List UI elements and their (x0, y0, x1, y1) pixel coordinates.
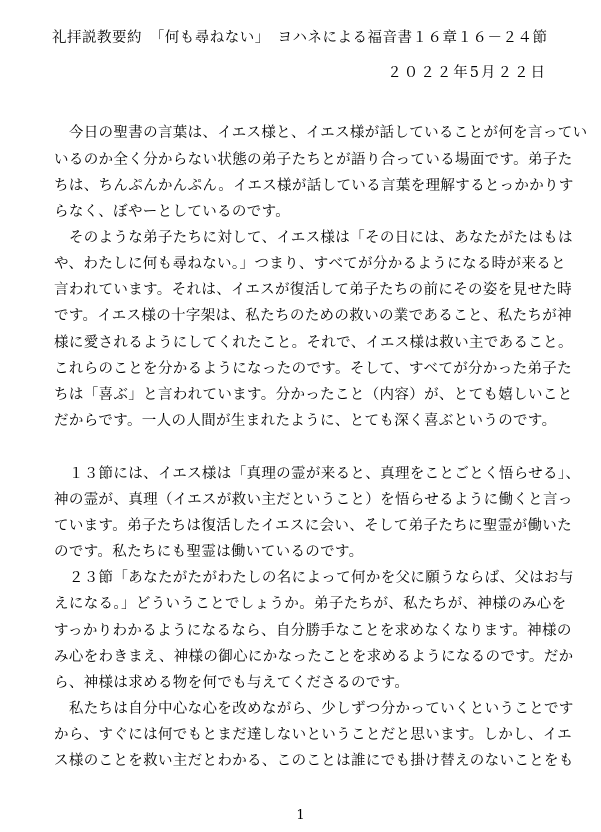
body-line: ちは「喜ぶ」と言われています。分かったこと（内容）が、とても嬉しいこと (54, 387, 573, 403)
body-line: すっかりわかるようになるなら、自分勝手なことを求めなくなります。神様の (54, 623, 572, 639)
body-line: そのような弟子たちに対して、イエス様は「その日には、あなたがたはもは (54, 230, 573, 246)
body-line: 様に愛されるようにしてくれたこと。それで、イエス様は救い主であること。 (54, 335, 573, 351)
body-line: ています。弟子たちは復活したイエスに会い、そして弟子たちに聖霊が働いた (54, 518, 573, 534)
body-line: や、わたしに何も尋ねない。」つまり、すべてが分かるようになる時が来ると (54, 256, 566, 272)
body-line: のです。私たちにも聖霊は働いているのです。 (54, 544, 364, 560)
body-line: いるのか全く分からない状態の弟子たちとが語り合っている場面です。弟子た (54, 152, 573, 168)
body-line: らなく、ぼやーとしているのです。 (54, 204, 291, 220)
body-line: ら、神様は求める物を何でも与えてくださるのです。 (54, 675, 410, 691)
document-date: ２０２２年5月２２日 (387, 65, 547, 81)
body-line: ス様のことを救い主だとわかる、このことは誰にでも掛け替えのないことをも (54, 753, 574, 769)
body-line: 私たちは自分中心な心を改めながら、少しずつ分かっていくということです (54, 701, 574, 717)
body-line: １３節には、イエス様は「真理の霊が来ると、真理をことごとく悟らせる」、 (54, 466, 581, 482)
body-line: これらのことを分かるようになったのです。そして、すべてが分かった弟子た (54, 361, 573, 377)
body-line: み心をわきまえ、神様の御心にかなったことを求めるようになるのです。だか (54, 649, 574, 665)
body-line: ちは、ちんぷんかんぷん。イエス様が話している言葉を理解するとっかかりす (54, 178, 574, 194)
body-line: 今日の聖書の言葉は、イエス様と、イエス様が話していることが何を言ってい (54, 125, 588, 141)
body-line: 神の霊が、真理（イエスが救い主だということ）を悟らせるように働くと言っ (54, 492, 573, 508)
body-line: です。イエス様の十字架は、私たちのための救いの業であること、私たちが神 (54, 308, 573, 324)
page-number: 1 (296, 808, 305, 823)
body-line: 言われています。それは、イエスが復活して弟子たちの前にその姿を見せた時 (54, 282, 573, 298)
body-line: だからです。一人の人間が生まれたように、とても深く喜ぶというのです。 (54, 413, 557, 429)
body-line: ２３節「あなたがたがわたしの名によって何かを父に願うならば、父はお与 (54, 570, 574, 586)
document-title: 礼拝説教要約 「何も尋ねない」 ヨハネによる福音書１６章１６－２４節 (52, 30, 548, 46)
body-line: から、すぐには何でもとまだ達しないということだと思います。しかし、イエ (54, 727, 573, 743)
body-line: えになる。」どういうことでしょうか。弟子たちが、私たちが、神様のみ心を (54, 596, 567, 612)
